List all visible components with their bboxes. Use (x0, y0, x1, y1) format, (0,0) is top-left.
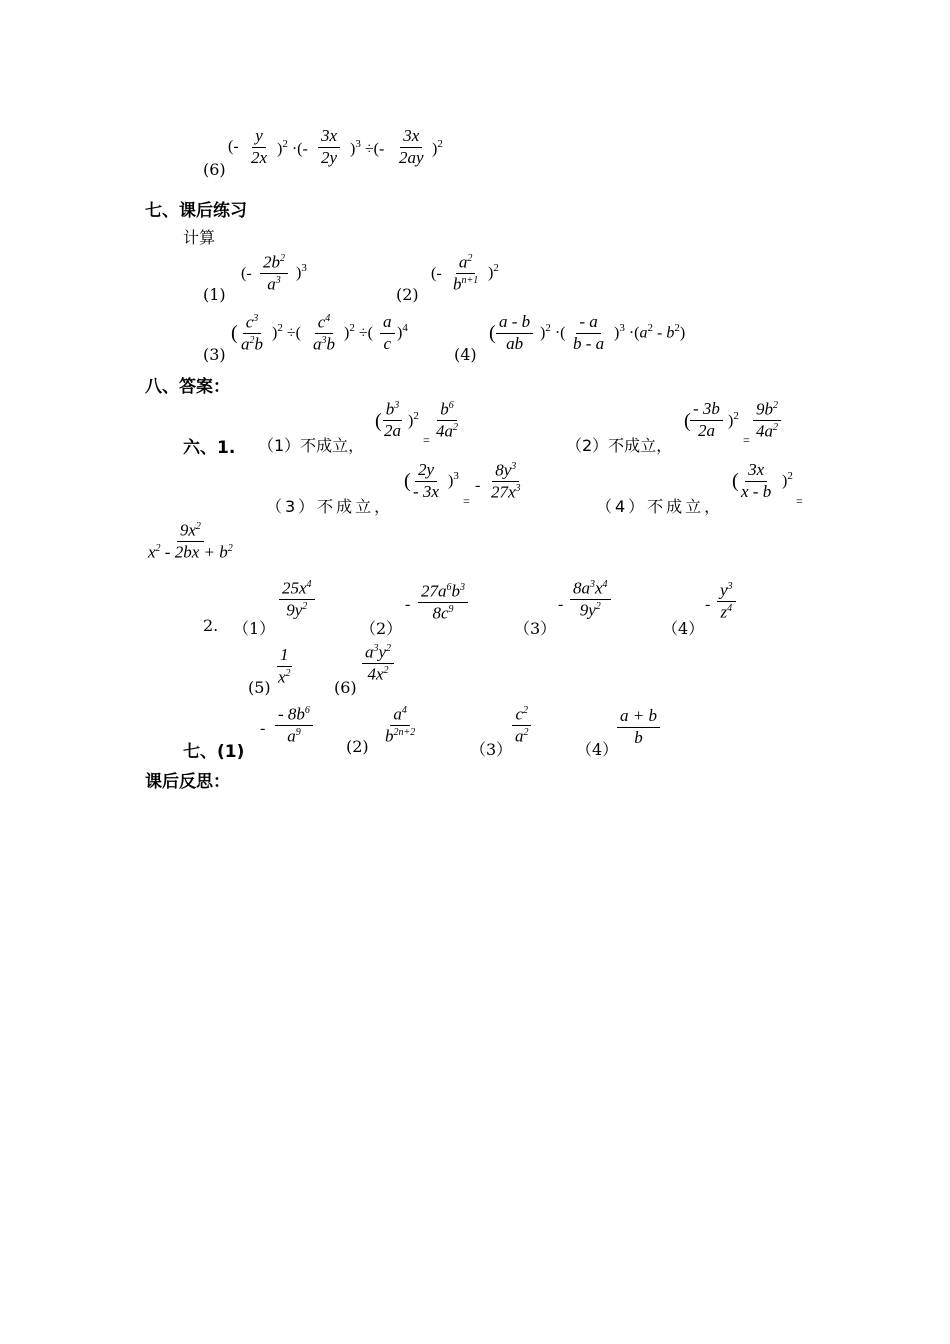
fraction: $\frac{c^4}{a^3b}$ (313, 312, 335, 354)
exponent: )$^3$ ÷(- (350, 138, 385, 158)
fraction: $\frac{a^2}{b^{n+1}}$ (453, 252, 479, 294)
fraction: $\frac{9b^2}{4a^2}$ (753, 400, 781, 442)
two-label: 2. (203, 616, 219, 635)
exponent: )$^3 \cdot(a^2 - b^2)$ (614, 322, 686, 342)
answer-label: (6) (334, 678, 357, 697)
exponent: )$^2$ (782, 470, 793, 490)
answer-text: （2）不成立， (566, 436, 673, 455)
answer-label: （1） (233, 619, 276, 638)
six-label: 六、1. (183, 438, 236, 458)
exponent: )$^2$ (728, 410, 739, 430)
paren-open: ( (732, 470, 739, 492)
fraction: $\frac{3x}{2y}$ (318, 127, 340, 167)
fraction: $\frac{c^2}{a^2}$ (512, 705, 532, 747)
paren-open: (- (228, 138, 239, 155)
item-label: (2) (396, 285, 419, 304)
exponent: )$^2$ (432, 138, 443, 158)
fraction: $\frac{y^3}{z^4}$ (717, 581, 736, 623)
fraction: $\frac{a + b}{b}$ (617, 707, 660, 747)
fraction: $\frac{25x^4}{9y^2}$ (279, 579, 315, 621)
answer-text: （1）不成立， (258, 436, 365, 455)
answer-text: （3）不成立， (266, 497, 394, 516)
exponent: )$^4$ (397, 322, 408, 342)
section-7-subtitle: 计算 (183, 228, 216, 247)
minus: - (558, 596, 564, 613)
paren-open: ( (489, 322, 496, 344)
equals: = (423, 433, 430, 447)
fraction: $\frac{3x}{x - b}$ (741, 460, 772, 501)
answer-label: （4） (576, 740, 619, 759)
section-7-answers-label: 七、(1) (183, 742, 245, 762)
equals: = (743, 433, 750, 447)
answer-label: （3） (470, 740, 513, 759)
minus: - (405, 596, 411, 613)
minus: - (260, 720, 266, 737)
fraction: $\frac{a}{c}$ (380, 313, 395, 353)
fraction: $\frac{b^3}{2a}$ (384, 399, 401, 441)
exponent: )$^2$ ·(- (277, 138, 308, 158)
fraction: $\frac{a^4}{b^{2n+2}}$ (385, 704, 416, 746)
fraction: $\frac{27a^6b^3}{8c^9}$ (418, 582, 468, 624)
paren-open: ( (684, 410, 691, 432)
fraction: $\frac{- 3b}{2a}$ (690, 400, 723, 440)
exponent: )$^2$ (408, 410, 419, 430)
paren-open: ( (404, 470, 411, 492)
fraction: $\frac{3x}{2ay}$ (399, 126, 424, 167)
fraction: $\frac{9x^2}{x^2 - 2bx + b^2}$ (148, 520, 233, 562)
paren-open: (- (431, 265, 442, 282)
paren-open: ( (231, 322, 238, 344)
fraction: $\frac{a - b}{ab}$ (496, 313, 533, 353)
exponent: )$^2$ ÷( (344, 322, 373, 342)
fraction: $\frac{b^6}{4a^2}$ (436, 399, 458, 441)
answer-label: （3） (514, 619, 557, 638)
minus: - (705, 596, 711, 613)
equals: = (796, 494, 803, 508)
fraction: $\frac{1}{x^2}$ (278, 645, 291, 687)
minus: - (475, 477, 481, 494)
exponent: )$^2$ (488, 262, 499, 282)
exponent: )$^2$ ÷( (272, 322, 301, 342)
answer-text: （4）不成立， (596, 497, 724, 516)
fraction: $\frac{- a}{b - a}$ (573, 312, 605, 353)
paren-open: (- (241, 265, 252, 282)
fraction: $\frac{2y}{- 3x}$ (413, 460, 439, 501)
fraction: $\frac{2b^2}{a^3}$ (260, 253, 288, 295)
exponent: )$^3$ (448, 470, 459, 490)
reflection-title: 课后反思： (145, 772, 230, 792)
problem-6-label: (6) (203, 160, 226, 179)
fraction: $\frac{c^3}{a^2b}$ (241, 312, 263, 354)
answer-label: (2) (346, 737, 369, 756)
fraction: $\frac{8y^3}{27x^3}$ (491, 460, 521, 502)
equals: = (463, 494, 470, 508)
section-8-title: 八、答案： (145, 377, 230, 397)
answer-label: （4） (662, 619, 705, 638)
answer-label: (5) (248, 678, 271, 697)
exponent: )$^2$ ·( (540, 322, 566, 342)
answer-label: （2） (360, 619, 403, 638)
fraction: $\frac{y}{2x}$ (251, 126, 268, 167)
exponent: )$^3$ (296, 262, 307, 282)
item-label: (4) (454, 345, 477, 364)
section-7-title: 七、课后练习 (145, 201, 247, 221)
paren-open: ( (375, 410, 382, 432)
fraction: $\frac{8a^3x^4}{9y^2}$ (570, 579, 611, 621)
fraction: $\frac{a^3y^2}{4x^2}$ (362, 643, 394, 685)
item-label: (1) (203, 285, 226, 304)
fraction: $\frac{- 8b^6}{a^9}$ (275, 705, 313, 747)
item-label: (3) (203, 345, 226, 364)
